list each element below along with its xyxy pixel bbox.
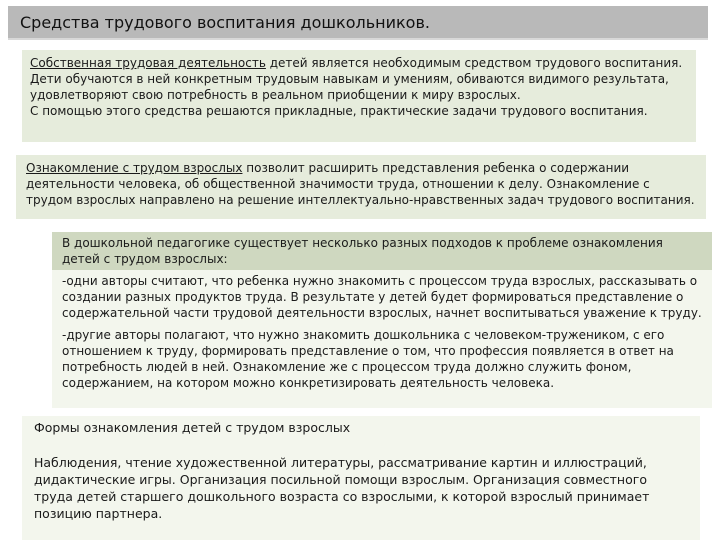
approaches-body-block bbox=[52, 270, 712, 408]
slide-title: Средства трудового воспитания дошкольников. bbox=[8, 6, 708, 40]
adult-labor-text bbox=[26, 160, 696, 208]
adult-labor-term: Ознакомление с трудом взрослых bbox=[26, 161, 243, 175]
approach-two: -другие авторы полагают, что нужно знакомить дошкольника с человеком-тружеником, с его отношением к труду, формировать представление о том, что профессия появляется в ответ на потребность людей в ней. Ознакомление же с процессом труда должно служить фоном, содержанием, на котором можно конкретизировать деятельность человека. bbox=[62, 328, 674, 390]
own-labor-purpose: С помощью этого средства решаются прикладные, практические задачи трудового воспитания. bbox=[30, 104, 648, 118]
forms-text: Наблюдения, чтение художественной литературы, рассматривание картин и иллюстраций, дидактические игры. Организация посильной помощи взрослым. Организация совместного труда детей старшего дошкольного возраста со взрослыми, к которой взрослый принимает позицию партнера. bbox=[34, 455, 650, 521]
own-labor-description: детей является необходимым средством трудового воспитания. Дети обучаются в ней конкретным трудовым навыкам и умениям, обиваются видимого результата, удовлетворяют свою потребность в реальном приобщении к миру взрослых. bbox=[30, 56, 683, 102]
approaches-heading: В дошкольной педагогике существует несколько разных подходов к проблеме ознакомления детей с трудом взрослых: bbox=[62, 236, 663, 266]
approaches-heading-block bbox=[52, 232, 712, 270]
adult-labor-block bbox=[16, 155, 706, 219]
forms-title: Формы ознакомления детей с трудом взрослых bbox=[34, 420, 351, 435]
forms-block bbox=[22, 416, 700, 540]
own-labor-text bbox=[30, 55, 688, 103]
own-labor-term: Собственная трудовая деятельность bbox=[30, 56, 266, 70]
own-labor-block bbox=[22, 50, 696, 142]
approach-one: -одни авторы считают, что ребенка нужно знакомить с процессом труда взрослых, рассказывать о создании разных продуктов труда. В результате у детей будет формироваться представление о содержательной части трудовой деятельности взрослых, начнет воспитываться уважение к труду. bbox=[62, 274, 702, 320]
adult-labor-description: позволит расширить представления ребенка о содержании деятельности человека, об общественной значимости труда, отношении к делу. Ознакомление с трудом взрослых направлено на решение интеллектуально-нравственных задач трудового воспитания. bbox=[26, 161, 695, 207]
